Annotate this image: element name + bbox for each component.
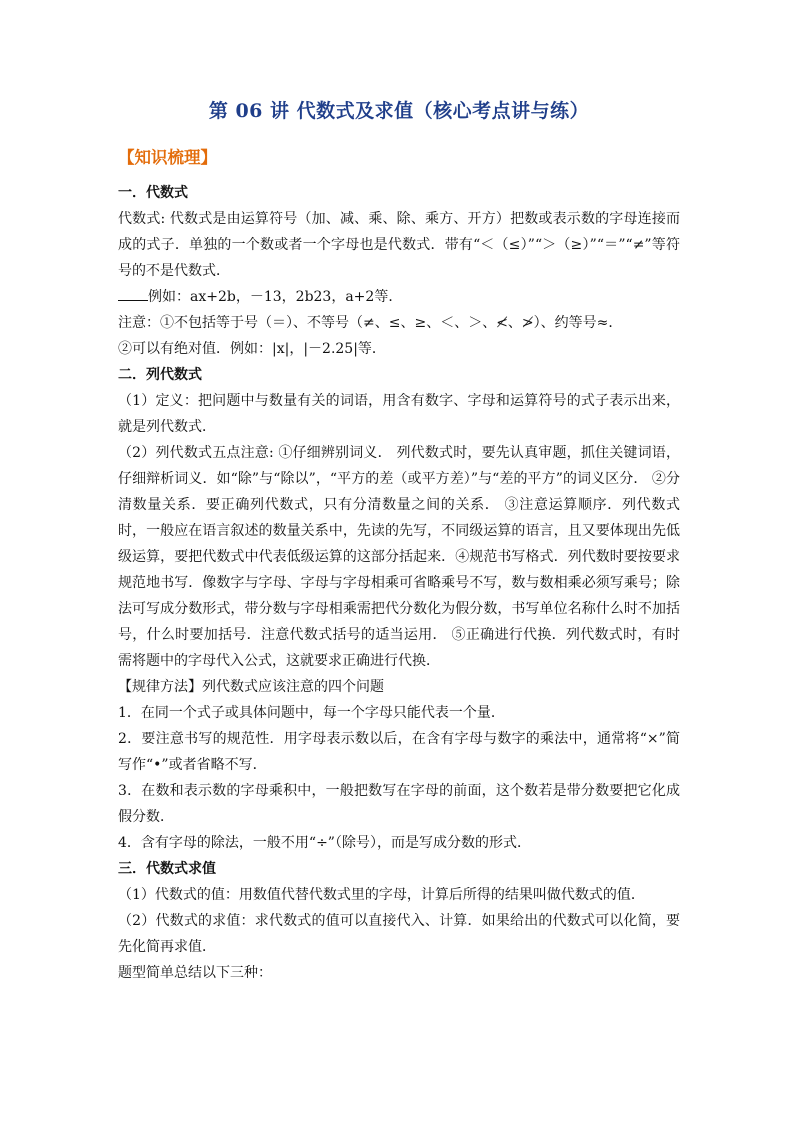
value-definition: （1）代数式的值：用数值代替代数式里的字母，计算后所得的结果叫做代数式的值．: [118, 887, 645, 903]
example-text: 例如：ax+2b，－13，2b23，a+2等．: [148, 289, 403, 305]
definition-paragraph: 代数式: 代数式是由运算符号（加、减、乘、除、乘方、开方）把数或表示数的字母连接而成的式子．单独的一个数或者一个字母也是代数式．带有“＜（≤）”“＞（≥）”“＝”“≠”等符号的不是代数式．: [118, 211, 680, 279]
question-types-intro: 题型简单总结以下三种：: [118, 965, 272, 981]
rule-item-3: 3．在数和表示数的字母乘积中，一般把数写在字母的前面，这个数若是带分数要把它化成假分数．: [118, 783, 680, 825]
five-notes-paragraph: （2）列代数式五点注意: ①仔细辨别词义． 列代数式时，要先认真审题，抓住关键词语，仔细辩析词义．如“除”与“除以”，“平方的差（或平方差）”与“差的平方”的词义区分． ②分清数量关系．要正确列代数式，只有分清数量之间的关系． ③注意运算顺序．列代数式时，一般应在语言叙述的数量关系中，先读的先写，不同级运算的语言，且又要体现出先低级运算，要把代数式中代表低级运算的这部分括起来．④规范书写格式．列代数时要按要求规范地书写．像数字与字母、字母与字母相乘可省略乘号不写，数与数相乘必须写乘号；除法可写成分数形式，带分数与字母相乘需把代分数化为假分数，书写单位名称什么时不加括号，什么时要加括号．注意代数式括号的适当运用． ⑤正确进行代换．列代数式时，有时需将题中的字母代入公式，这就要求正确进行代换．: [118, 445, 680, 669]
rule-method-title: 【规律方法】列代数式应该注意的四个问题: [118, 679, 384, 695]
document-page: [118, 96, 680, 986]
heading-algebraic-expression: 一．代数式: [118, 185, 188, 201]
note-line-1: 注意：①不包括等于号（＝）、不等号（≠、≤、≥、＜、＞、≮、≯）、约等号≈．: [118, 315, 623, 331]
page-title: 第 06 讲 代数式及求值（核心考点讲与练）: [208, 100, 590, 122]
rule-item-2: 2．要注意书写的规范性．用字母表示数以后，在含有字母与数字的乘法中，通常将“×”简写作“•”或者省略不写．: [118, 731, 680, 773]
rule-item-4: 4．含有字母的除法，一般不用“÷”（除号），而是写成分数的形式．: [118, 835, 531, 851]
definition-write-expression: （1）定义：把问题中与数量有关的词语，用含有数字、字母和运算符号的式子表示出来，就是列代数式．: [118, 393, 680, 435]
note-line-2: ②可以有绝对值．例如：|x|，|－2.25|等．: [118, 341, 386, 357]
heading-evaluate-expression: 三．代数式求值: [118, 861, 216, 877]
blank-underline: [118, 287, 148, 301]
example-line: [118, 284, 680, 310]
heading-write-expression: 二．列代数式: [118, 367, 202, 383]
rule-item-1: 1．在同一个式子或具体问题中，每一个字母只能代表一个量．: [118, 705, 505, 721]
evaluation-method: （2）代数式的求值：求代数式的值可以直接代入、计算．如果给出的代数式可以化简，要先化简再求值．: [118, 913, 680, 955]
section-tag: 【知识梳理】: [118, 148, 217, 167]
